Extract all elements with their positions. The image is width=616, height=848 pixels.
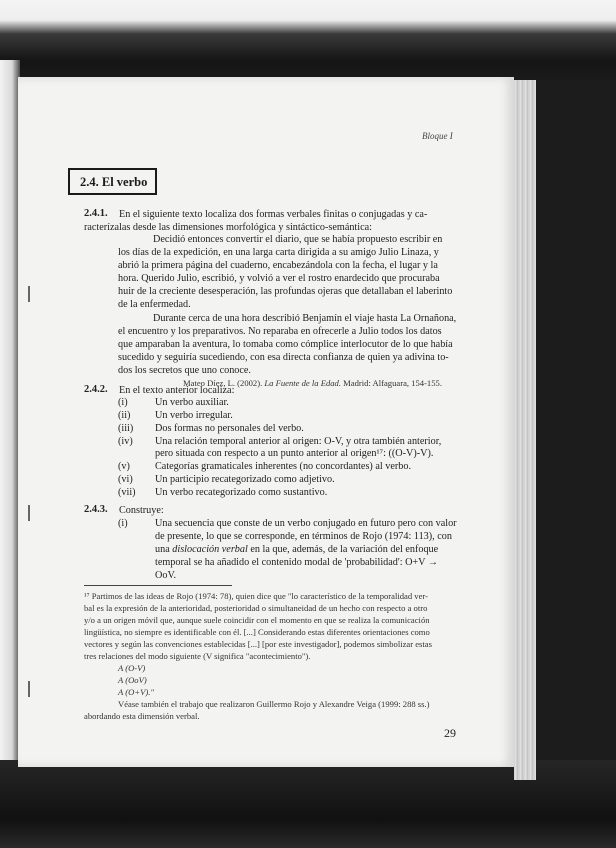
item-text: Categorías gramaticales inherentes (no concordantes) al verbo. [155,461,411,472]
item-text: OoV. [155,570,177,581]
exercise-intro: racterízalas desde las dimensiones morfológica y sintáctico-semántica: [84,222,372,233]
section-title: 2.4. El verbo [80,175,148,189]
item-text: Un verbo auxiliar. [155,397,229,408]
item-text: pero situada con respecto a un punto anterior al origen¹⁷: ((O-V)-V). [155,448,434,459]
quote-line: hora. Querido Julio, escribió, y volvió a ver el rostro enardecido que procuraba [118,273,440,284]
footnote-rule [84,585,232,586]
exercise-number: 2.4.1. [84,208,108,219]
citation-author: Mateo Díez, L. (2002). [183,378,263,388]
item-roman: (vi) [118,474,133,485]
quote-line: dos los secretos que uno conoce. [118,365,251,376]
item-text: Dos formas no personales del verbo. [155,423,304,434]
footnote-line: Véase también el trabajo que realizaron Guillermo Rojo y Alexandre Veiga (1999: 288 ss.) [118,699,430,709]
footnote-formula: A (O-V) [118,663,146,673]
emphasis-term: dislocación verbal [172,544,248,555]
footnote-line: y/o a un origen móvil que, aunque suele coincidir con el momento en que se realiza la comunicación [84,615,430,625]
page-number: 29 [444,726,456,740]
quote-line: Decidió entonces convertir el diario, que se había propuesto escribir en [153,234,443,245]
scan-left-margin [0,60,20,760]
page-stack-edge [514,80,536,780]
quote-line: los días de la expedición, en una larga carta dirigida a su amigo Julio Linaza, y [118,247,439,258]
item-roman: (v) [118,461,130,472]
item-roman: (i) [118,397,128,408]
item-text: Un verbo recategorizado como sustantivo. [155,487,328,498]
item-text: Una relación temporal anterior al origen: O-V, y otra también anterior, [155,436,442,447]
item-text: Un participio recategorizado como adjetivo. [155,474,335,485]
exercise-intro: En el siguiente texto localiza dos formas verbales finitas o conjugadas y ca- [119,209,428,220]
quote-line: huir de la creciente desesperación, las profundas ojeras que detallaban el laberinto [118,286,453,297]
footnote-formula: A (O+V)." [118,687,154,697]
quote-line: abrió la primera página del cuaderno, encabezándola con la fecha, el lugar y la [118,260,438,271]
exercise-intro: Construye: [119,505,164,516]
text-run: en la que, además, de la variación del enfoque [250,544,439,555]
text-run: una [155,544,170,555]
exercise-number: 2.4.3. [84,504,108,515]
margin-mark [28,505,30,521]
quote-line: de la enfermedad. [118,299,191,310]
running-head: Bloque I [422,131,453,141]
quote-line: que amparaban la aventura, lo tomaba como cómplice interlocutor de lo que había [118,339,453,350]
item-roman: (iii) [118,423,134,434]
citation-publisher: Madrid: Alfaguara, 154-155. [343,378,442,388]
footnote-line: lingüística, no siempre es identificable con él. [...] Considerando estas diferentes orientaciones como [84,627,430,637]
item-roman: (vii) [118,487,136,498]
footnote-line: abordando esta dimensión verbal. [84,711,200,721]
item-roman: (i) [118,518,128,529]
citation-title: La Fuente de la Edad. [264,378,342,388]
exercise-number: 2.4.2. [84,384,108,395]
quote-line: sucedido y seguiría sucediendo, con esa directa confianza de quien ya adivina to- [118,352,449,363]
item-text: Una secuencia que conste de un verbo conjugado en futuro pero con valor [155,518,457,529]
footnote-line: tres relaciones del modo siguiente (V significa "acontecimiento"). [84,651,311,661]
margin-mark [28,681,30,697]
footnote-line: ¹⁷ Partimos de las ideas de Rojo (1974: 78), quien dice que "lo característico de la temporalidad ver- [84,591,428,601]
quote-line: Durante cerca de una hora describió Benjamín el viaje hasta La Ornañona, [153,313,457,324]
item-text: Un verbo irregular. [155,410,233,421]
item-roman: (ii) [118,410,131,421]
footnote-formula: A (OoV) [118,675,147,685]
item-text: de presente, lo que se corresponde, en términos de Rojo (1974: 113), con [155,531,452,542]
exercise-intro: En el texto anterior localiza: [119,385,235,396]
item-roman: (iv) [118,436,133,447]
margin-mark [28,286,30,302]
footnote-line: vectores y según las convenciones establecidas [...] [por este investigador], podemos simbolizar estas [84,639,432,649]
footnote-line: bal es la expresión de la anterioridad, posterioridad o simultaneidad de un hecho con respecto a otro [84,603,428,613]
scan-top-margin [0,0,616,80]
item-text [155,543,438,556]
quote-line: el encuentro y los preparativos. No reparaba en ofrecerle a Julio todos los datos [118,326,442,337]
item-text: temporal se ha añadido el contenido modal de 'probabilidad': O+V → [155,557,439,568]
